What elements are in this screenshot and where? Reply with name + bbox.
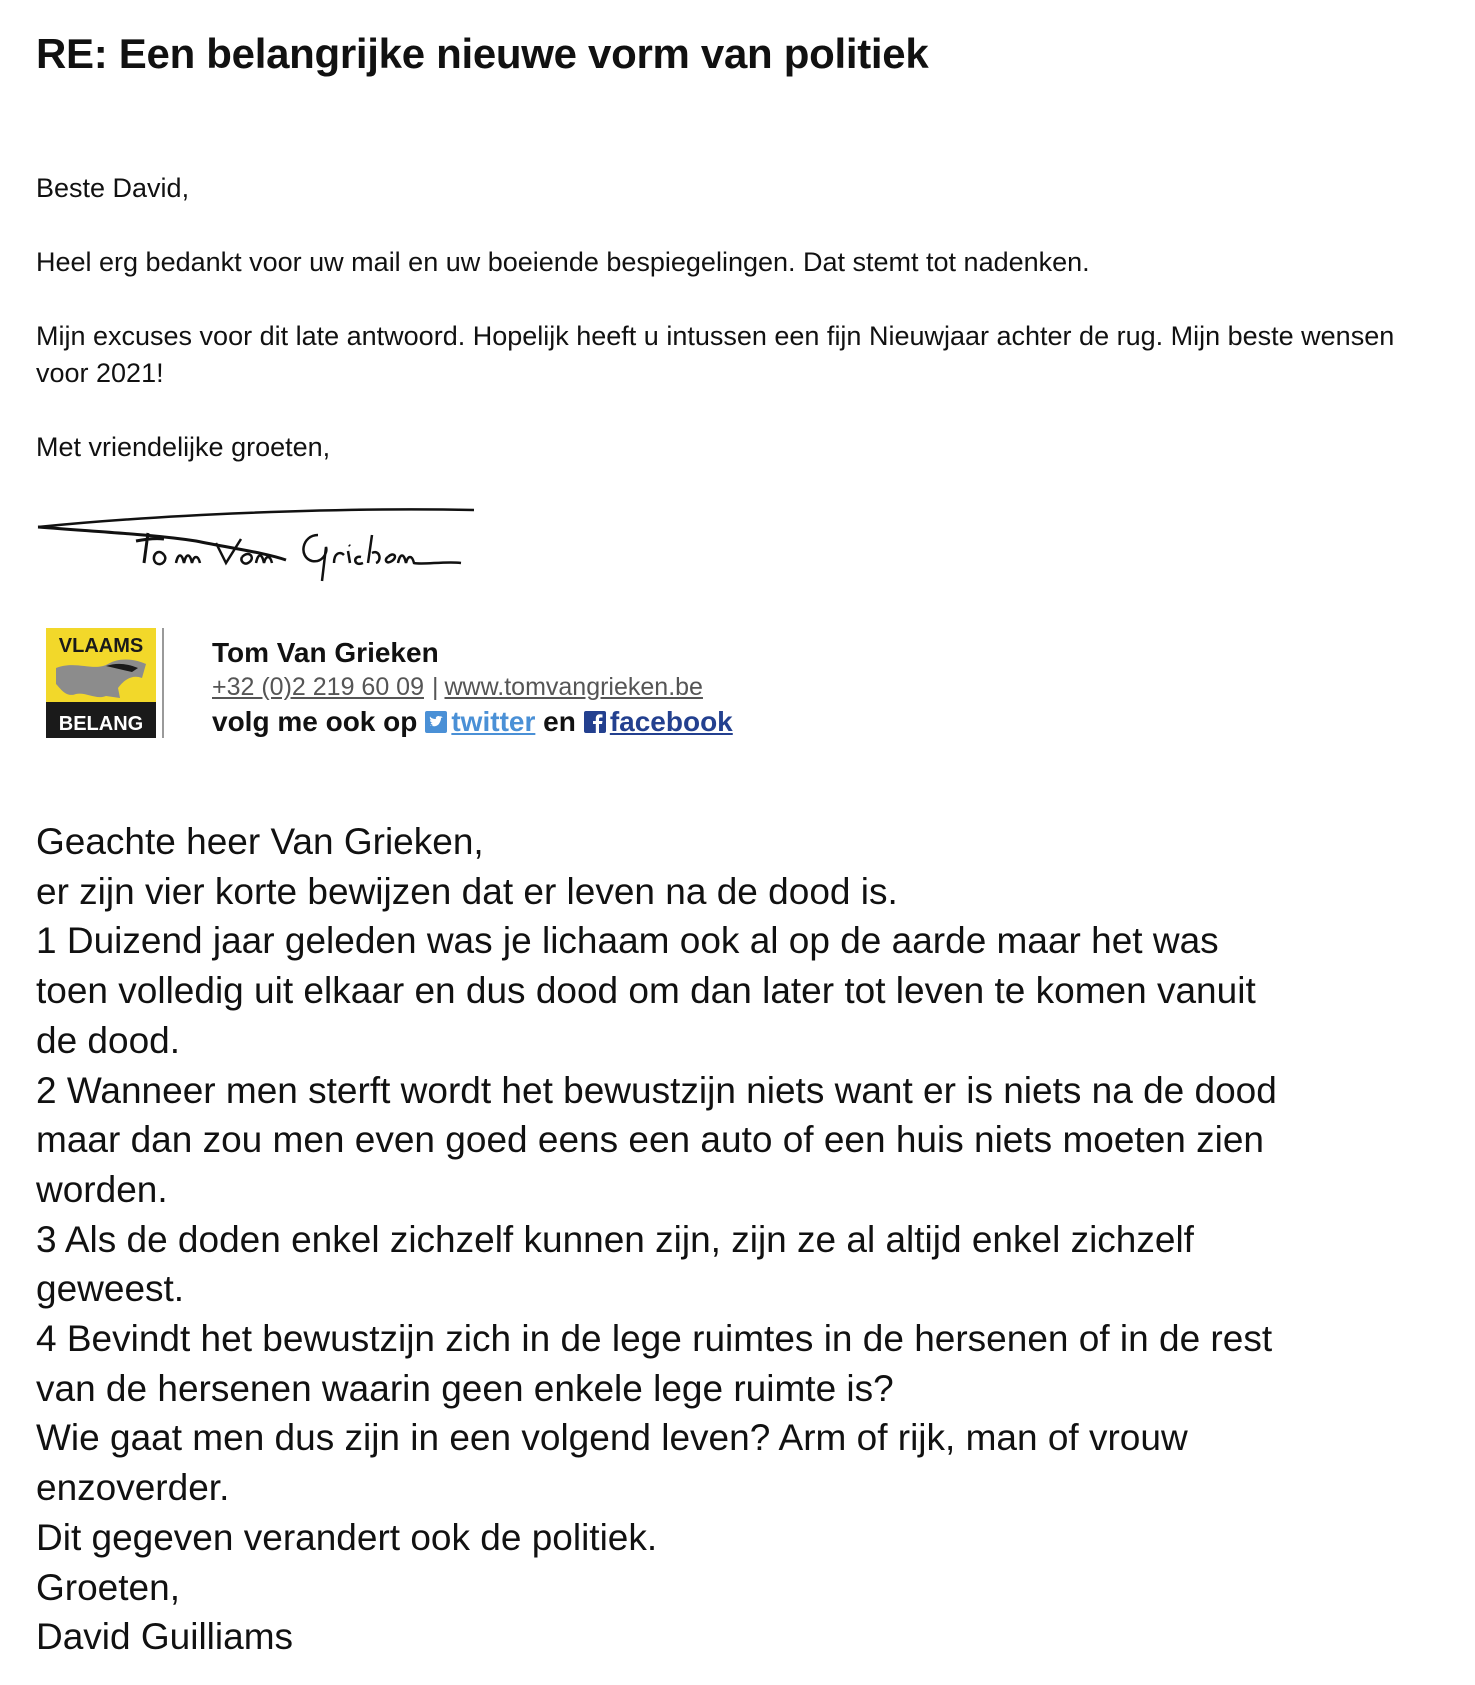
email-subject: RE: Een belangrijke nieuwe vorm van politiek — [36, 30, 929, 77]
original-line: enzoverder. — [36, 1467, 230, 1509]
original-line: maar dan zou men even goed eens een auto of een huis niets moeten zien — [36, 1119, 1265, 1161]
reply-paragraph-1: Heel erg bedankt voor uw mail en uw boeiende bespiegelingen. Dat stemt tot nadenken. — [36, 247, 1090, 277]
facebook-link[interactable]: facebook — [609, 706, 733, 737]
phone-link[interactable]: +32 (0)2 219 60 09 — [212, 673, 424, 701]
website-link[interactable]: www.tomvangrieken.be — [444, 673, 703, 701]
signature-name: Tom Van Grieken — [212, 637, 439, 668]
twitter-link[interactable]: twitter — [451, 706, 536, 737]
handwritten-signature-image — [36, 505, 476, 590]
original-message — [36, 817, 1436, 1662]
signature-info — [212, 636, 733, 740]
original-line: Groeten, — [36, 1566, 180, 1608]
original-line: 4 Bevindt het bewustzijn zich in de lege ruimtes in de hersenen of in de rest — [36, 1318, 1273, 1360]
reply-body — [36, 170, 1396, 503]
original-line: Dit gegeven verandert ook de politiek. — [36, 1516, 658, 1558]
original-line: Wie gaat men dus zijn in een volgend leven? Arm of rijk, man of vrouw — [36, 1417, 1188, 1459]
reply-paragraph-2: Mijn excuses voor dit late antwoord. Hopelijk heeft u intussen een fijn Nieuwjaar achter de rug. Mijn beste wensen voor 2021! — [36, 321, 1395, 388]
original-line: 1 Duizend jaar geleden was je lichaam ook al op de aarde maar het was — [36, 920, 1219, 962]
logo-text-bottom: BELANG — [58, 713, 144, 735]
original-line: geweest. — [36, 1268, 185, 1310]
original-line: er zijn vier korte bewijzen dat er leven na de dood is. — [36, 870, 898, 912]
handwritten-signature-text: Tom Van Grieken — [36, 505, 44, 506]
and-text: en — [543, 706, 576, 737]
logo-text-top: VLAAMS — [58, 635, 144, 657]
original-line: toen volledig uit elkaar en dus dood om dan later tot leven te komen vanuit — [36, 970, 1256, 1012]
reply-greeting: Beste David, — [36, 173, 190, 203]
reply-closing: Met vriendelijke groeten, — [36, 432, 331, 462]
twitter-icon[interactable] — [425, 711, 447, 733]
original-line: van de hersenen waarin geen enkele lege ruimte is? — [36, 1367, 894, 1409]
signature-contact-row — [212, 670, 733, 704]
facebook-icon[interactable] — [584, 711, 606, 733]
original-line: Geachte heer Van Grieken, — [36, 821, 484, 862]
vlaams-belang-logo — [46, 628, 156, 738]
original-line: de dood. — [36, 1019, 181, 1061]
original-line: David Guilliams — [36, 1616, 294, 1658]
follow-text: volg me ook op — [212, 706, 418, 737]
logo-divider — [162, 628, 164, 738]
original-line: 3 Als de doden enkel zichzelf kunnen zijn, zijn ze al altijd enkel zichzelf — [36, 1218, 1194, 1260]
original-line: worden. — [36, 1168, 168, 1210]
signature-follow-row — [212, 704, 733, 740]
original-line: 2 Wanneer men sterft wordt het bewustzijn niets want er is niets na de dood — [36, 1069, 1277, 1111]
contact-separator: | — [431, 673, 439, 701]
